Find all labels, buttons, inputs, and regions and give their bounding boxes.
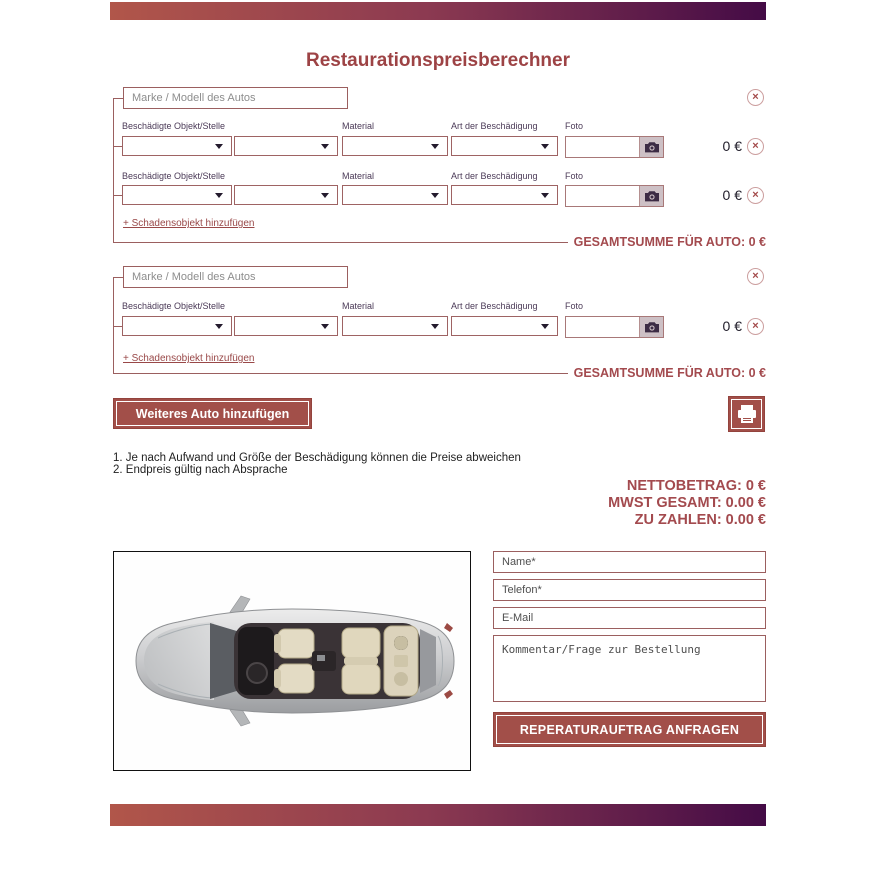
material-label: Material (342, 301, 375, 311)
damage-type-label: Art der Beschädigung (451, 301, 538, 311)
damaged-part-select-wrap (234, 316, 338, 336)
damaged-object-select[interactable] (122, 316, 232, 336)
car-top-view-image (113, 551, 471, 771)
car-section (110, 264, 766, 388)
damaged-part-select[interactable] (234, 185, 338, 205)
printer-icon (736, 403, 758, 425)
photo-filename-input[interactable] (566, 137, 639, 157)
car-section (110, 85, 766, 257)
damaged-part-select[interactable] (234, 136, 338, 156)
remove-row-button[interactable]: × (747, 138, 764, 155)
car-total: GESAMTSUMME FÜR AUTO: 0 € (568, 366, 766, 380)
remove-car-button[interactable]: × (747, 268, 764, 285)
row-price: 0 € (722, 318, 742, 334)
net-total: NETTOBETRAG: 0 € (626, 478, 766, 494)
damaged-object-select[interactable] (122, 136, 232, 156)
photo-label: Foto (565, 171, 584, 181)
row-price: 0 € (722, 187, 742, 203)
camera-icon (644, 321, 660, 333)
photo-upload-button[interactable] (639, 186, 663, 206)
material-select-wrap (342, 185, 448, 205)
connector-line (113, 98, 123, 99)
damage-type-select[interactable] (451, 316, 558, 336)
total-rule (113, 242, 575, 243)
photo-field (565, 136, 664, 158)
remove-row-button[interactable]: × (747, 187, 764, 204)
damage-type-select-wrap (451, 136, 558, 156)
camera-icon (644, 141, 660, 153)
damaged-object-label: Beschädigte Objekt/Stelle (122, 301, 226, 311)
damage-type-select[interactable] (451, 136, 558, 156)
request-repair-button[interactable]: REPERATURAUFTRAG ANFRAGEN (493, 712, 766, 747)
camera-icon (644, 190, 660, 202)
total-rule (113, 373, 575, 374)
vat-total: MWST GESAMT: 0.00 € (608, 495, 766, 511)
row-price: 0 € (722, 138, 742, 154)
car-total: GESAMTSUMME FÜR AUTO: 0 € (568, 235, 766, 249)
email-field[interactable] (493, 607, 766, 629)
car-model-input[interactable] (123, 87, 348, 109)
photo-filename-input[interactable] (566, 317, 639, 337)
connector-line (113, 98, 114, 243)
damage-type-select-wrap (451, 185, 558, 205)
top-gradient-bar (110, 2, 766, 20)
note-line: 1. Je nach Aufwand und Größe der Beschädigung können die Preise abweichen (113, 452, 521, 464)
material-label: Material (342, 121, 375, 131)
damage-type-select[interactable] (451, 185, 558, 205)
damaged-object-select[interactable] (122, 185, 232, 205)
add-car-button[interactable]: Weiteres Auto hinzufügen (113, 398, 312, 429)
print-button[interactable] (728, 396, 765, 432)
damaged-object-select-wrap (122, 185, 232, 205)
material-select[interactable] (342, 316, 448, 336)
note-line: 2. Endpreis gültig nach Absprache (113, 464, 288, 476)
damaged-object-label: Beschädigte Objekt/Stelle (122, 121, 226, 131)
photo-field (565, 316, 664, 338)
comment-field[interactable] (493, 635, 766, 702)
material-select[interactable] (342, 136, 448, 156)
add-damage-object-link[interactable]: + Schadensobjekt hinzufügen (123, 218, 255, 229)
material-select[interactable] (342, 185, 448, 205)
damaged-object-select-wrap (122, 316, 232, 336)
damaged-part-select-wrap (234, 136, 338, 156)
photo-upload-button[interactable] (639, 137, 663, 157)
car-model-input[interactable] (123, 266, 348, 288)
photo-field (565, 185, 664, 207)
damage-type-label: Art der Beschädigung (451, 121, 538, 131)
price-notes (113, 452, 521, 476)
grand-totals (410, 478, 766, 529)
photo-upload-button[interactable] (639, 317, 663, 337)
photo-label: Foto (565, 301, 584, 311)
bottom-gradient-bar (110, 804, 766, 826)
amount-due: ZU ZAHLEN: 0.00 € (634, 512, 766, 528)
material-select-wrap (342, 136, 448, 156)
remove-car-button[interactable]: × (747, 89, 764, 106)
contact-form (493, 551, 766, 751)
material-select-wrap (342, 316, 448, 336)
damage-type-select-wrap (451, 316, 558, 336)
add-damage-object-link[interactable]: + Schadensobjekt hinzufügen (123, 353, 255, 364)
connector-line (113, 277, 123, 278)
page-title: Restaurationspreisberechner (306, 50, 570, 71)
damaged-part-select[interactable] (234, 316, 338, 336)
photo-filename-input[interactable] (566, 186, 639, 206)
name-field[interactable] (493, 551, 766, 573)
remove-row-button[interactable]: × (747, 318, 764, 335)
damaged-part-select-wrap (234, 185, 338, 205)
car-illustration (114, 552, 470, 770)
damaged-object-select-wrap (122, 136, 232, 156)
phone-field[interactable] (493, 579, 766, 601)
damage-type-label: Art der Beschädigung (451, 171, 538, 181)
material-label: Material (342, 171, 375, 181)
damaged-object-label: Beschädigte Objekt/Stelle (122, 171, 226, 181)
photo-label: Foto (565, 121, 584, 131)
